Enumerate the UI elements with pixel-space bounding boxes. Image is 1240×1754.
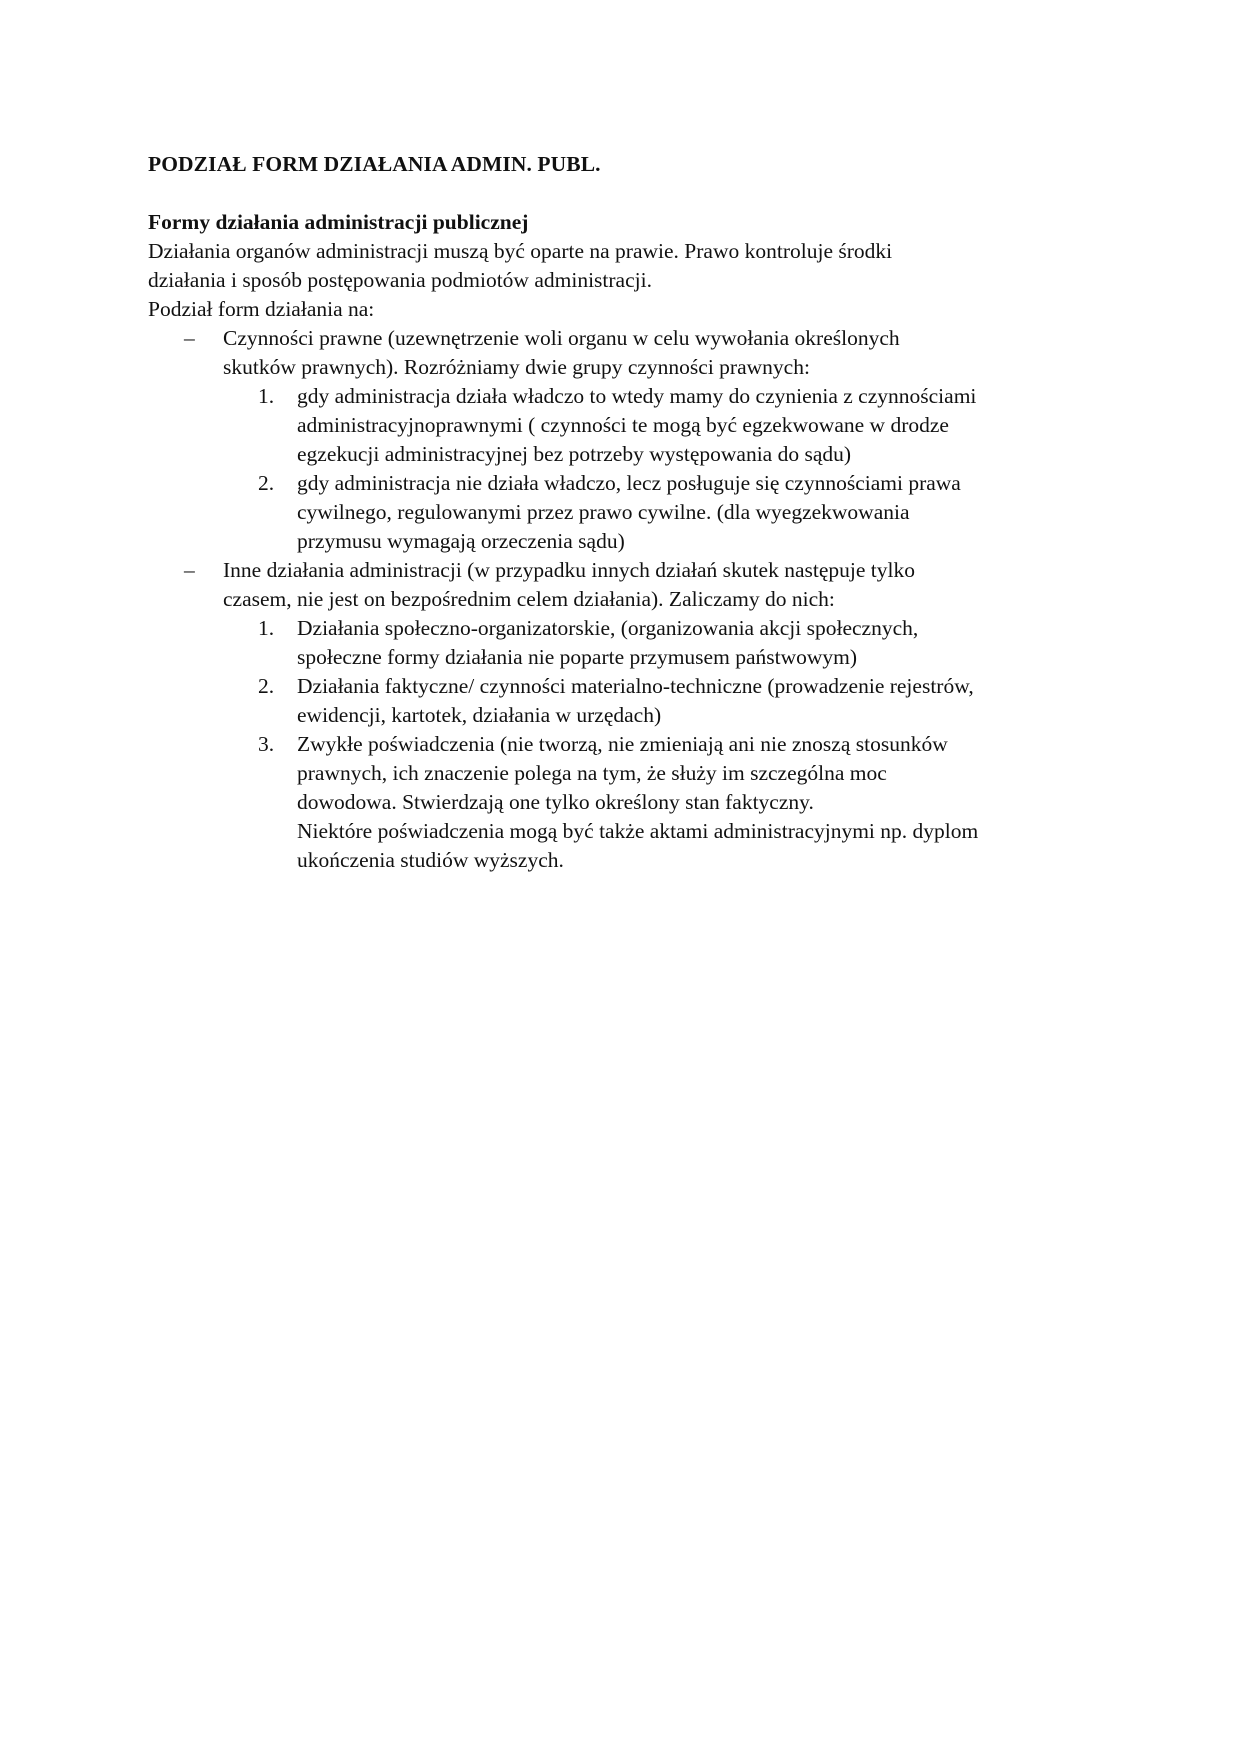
subitem-line: cywilnego, regulowanymi przez prawo cywilne. (dla wyegzekwowania: [297, 500, 910, 524]
item-line: Czynności prawne (uzewnętrzenie woli organu w celu wywołania określonych: [223, 326, 900, 350]
document-page: [148, 150, 1108, 875]
item-line: skutków prawnych). Rozróżniamy dwie grupy czynności prawnych:: [223, 355, 810, 379]
dash-bullet-icon: –: [184, 326, 195, 350]
list-item-other-actions: [148, 556, 1108, 875]
number-marker: 1.: [258, 384, 275, 408]
intro-line: Działania organów administracji muszą być oparte na prawie. Prawo kontroluje środki: [148, 239, 893, 263]
subitem-line: Zwykłe poświadczenia (nie tworzą, nie zmieniają ani nie znoszą stosunków: [297, 732, 948, 756]
intro-line: działania i sposób postępowania podmiotów administracji.: [148, 268, 652, 292]
number-marker: 1.: [258, 616, 275, 640]
sublist-item: [223, 614, 1108, 672]
subitem-line: Działania faktyczne/ czynności materialno-techniczne (prowadzenie rejestrów,: [297, 674, 974, 698]
subitem-line: administracyjnoprawnymi ( czynności te mogą być egzekwowane w drodze: [297, 413, 949, 437]
intro-paragraph: [148, 237, 1108, 295]
subitem-line: ewidencji, kartotek, działania w urzędach): [297, 703, 662, 727]
sublist-item: [223, 469, 1108, 556]
number-marker: 3.: [258, 732, 275, 756]
number-marker: 2.: [258, 471, 275, 495]
sublist-item: [223, 672, 1108, 730]
forms-list: [148, 324, 1108, 875]
document-title: PODZIAŁ FORM DZIAŁANIA ADMIN. PUBL.: [148, 152, 601, 176]
sublist-item: [223, 730, 1108, 875]
subitem-line: gdy administracja nie działa władczo, lecz posługuje się czynnościami prawa: [297, 471, 961, 495]
item-line: Inne działania administracji (w przypadku innych działań skutek następuje tylko: [223, 558, 915, 582]
dash-bullet-icon: –: [184, 558, 195, 582]
number-marker: 2.: [258, 674, 275, 698]
subitem-line: gdy administracja działa władczo to wtedy mamy do czynienia z czynnościami: [297, 384, 977, 408]
subitem-line: prawnych, ich znaczenie polega na tym, że służy im szczególna moc: [297, 761, 887, 785]
item-line: czasem, nie jest on bezpośrednim celem działania). Zaliczamy do nich:: [223, 587, 835, 611]
subitem-line: społeczne formy działania nie poparte przymusem państwowym): [297, 645, 858, 669]
sublist-other-actions: [223, 614, 1108, 875]
subitem-line: ukończenia studiów wyższych.: [297, 848, 564, 872]
list-intro: Podział form działania na:: [148, 297, 375, 321]
subitem-line: egzekucji administracyjnej bez potrzeby występowania do sądu): [297, 442, 852, 466]
list-item-legal-acts: [148, 324, 1108, 556]
subitem-line: przymusu wymagają orzeczenia sądu): [297, 529, 625, 553]
subitem-line: Niektóre poświadczenia mogą być także aktami administracyjnymi np. dyplom: [297, 819, 979, 843]
subitem-line: Działania społeczno-organizatorskie, (organizowania akcji społecznych,: [297, 616, 919, 640]
sublist-item: [223, 382, 1108, 469]
subitem-line: dowodowa. Stwierdzają one tylko określony stan faktyczny.: [297, 790, 814, 814]
sublist-legal-acts: [223, 382, 1108, 556]
section-title: Formy działania administracji publicznej: [148, 210, 529, 234]
